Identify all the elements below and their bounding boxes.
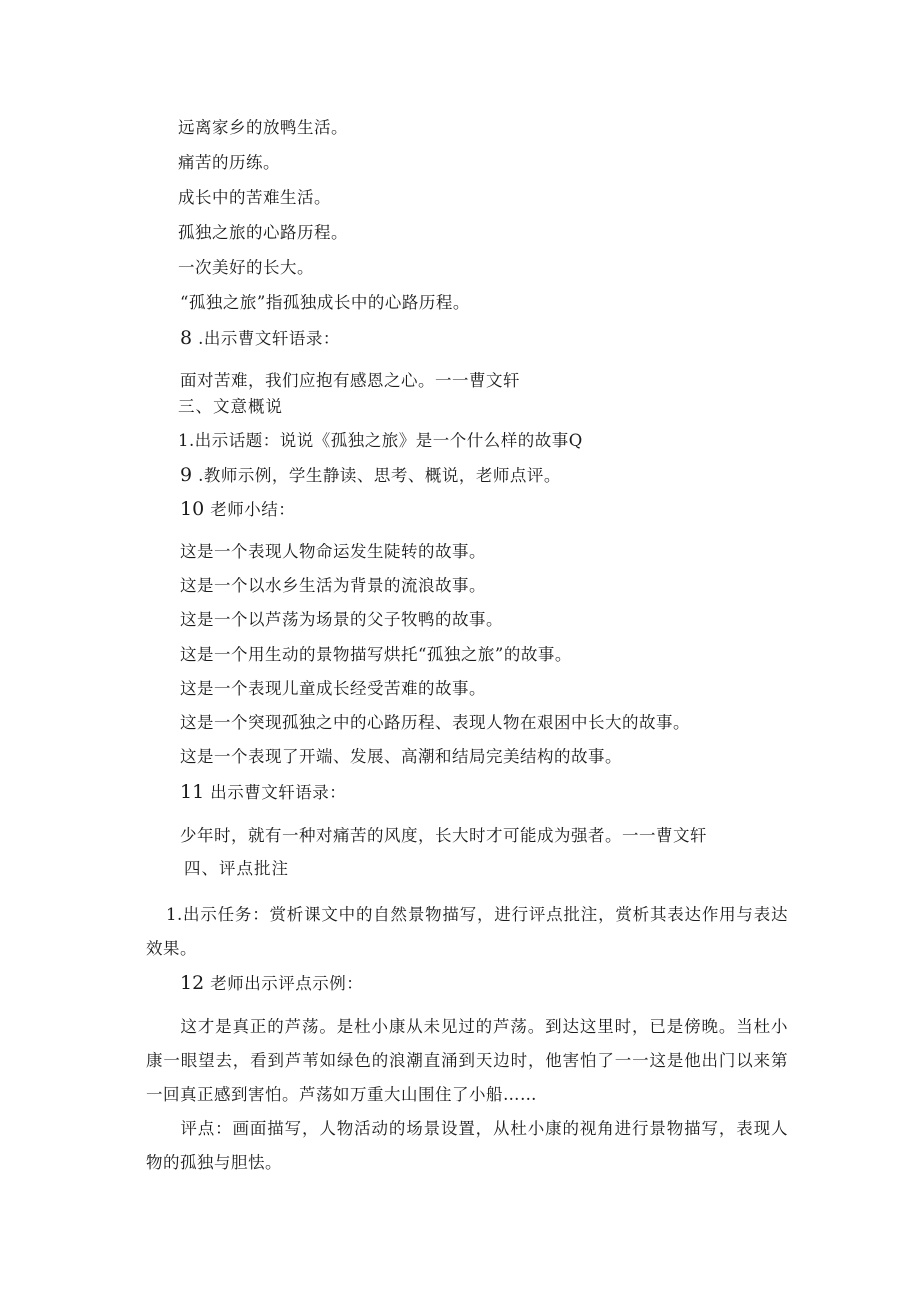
text-line: 痛苦的历练。 [178, 153, 280, 172]
example-text: 这才是真正的芦荡。是杜小康从未见过的芦荡。到达这里时，已是傍晚。当杜小康一眼望去，看到芦苇如绿色的浪潮直涌到天边时，他害怕了一一这是他出门以来第一回真正感到害怕。芦荡如万重大山围住了小船…… [146, 1017, 788, 1104]
text-line: 一次美好的长大。 [178, 258, 314, 277]
task-paragraph [146, 898, 788, 966]
text-line: 远离家乡的放鸭生活。 [178, 118, 348, 137]
numbered-item [180, 498, 295, 521]
text-line: 成长中的苦难生活。 [178, 188, 331, 207]
numbered-item [180, 781, 346, 804]
text-line: “孤独之旅”指孤独成长中的心路历程。 [180, 293, 470, 312]
summary-line: 这是一个表现人物命运发生陡转的故事。 [180, 542, 486, 561]
quote-line: 面对苦难，我们应抱有感恩之心。一一曹文轩 [180, 371, 520, 390]
section-heading: 三、文意概说 [178, 397, 283, 416]
example-paragraph [146, 1010, 788, 1112]
item-text: 老师小结： [210, 500, 296, 519]
item-number: 8 [180, 327, 193, 349]
item-number: 11 [180, 781, 205, 803]
task-text: 1.出示任务：赏析课文中的自然景物描写，进行评点批注，赏析其表达作用与表达效果。 [146, 905, 788, 958]
numbered-item [180, 327, 340, 350]
item-number: 10 [180, 498, 205, 520]
item-number: 12 [180, 972, 205, 994]
numbered-item [180, 464, 561, 487]
text-line: 1.出示话题：说说《孤独之旅》是一个什么样的故事Q [178, 431, 583, 450]
summary-line: 这是一个突现孤独之中的心路历程、表现人物在艰困中长大的故事。 [180, 713, 690, 732]
comment-paragraph [146, 1112, 788, 1180]
item-text: .出示曹文轩语录： [198, 329, 340, 348]
item-number: 9 [180, 464, 193, 486]
section-heading: 四、评点批注 [184, 859, 289, 878]
summary-line: 这是一个表现儿童成长经受苦难的故事。 [180, 679, 486, 698]
summary-line: 这是一个以芦荡为场景的父子牧鸭的故事。 [180, 610, 503, 629]
quote-line: 少年时，就有一种对痛苦的风度，长大时才可能成为强者。一一曹文轩 [180, 826, 707, 845]
item-text: 出示曹文轩语录： [210, 783, 347, 802]
summary-line: 这是一个用生动的景物描写烘托“孤独之旅”的故事。 [180, 645, 572, 664]
summary-line: 这是一个表现了开端、发展、高潮和结局完美结构的故事。 [180, 747, 622, 766]
item-text: 老师出示评点示例： [210, 974, 364, 993]
comment-text: 评点：画面描写，人物活动的场景设置，从杜小康的视角进行景物描写，表现人物的孤独与胆怯。 [146, 1119, 788, 1172]
text-line: 孤独之旅的心路历程。 [178, 223, 348, 242]
summary-line: 这是一个以水乡生活为背景的流浪故事。 [180, 576, 486, 595]
item-text: .教师示例，学生静读、思考、概说，老师点评。 [198, 466, 561, 485]
numbered-item [180, 972, 363, 995]
